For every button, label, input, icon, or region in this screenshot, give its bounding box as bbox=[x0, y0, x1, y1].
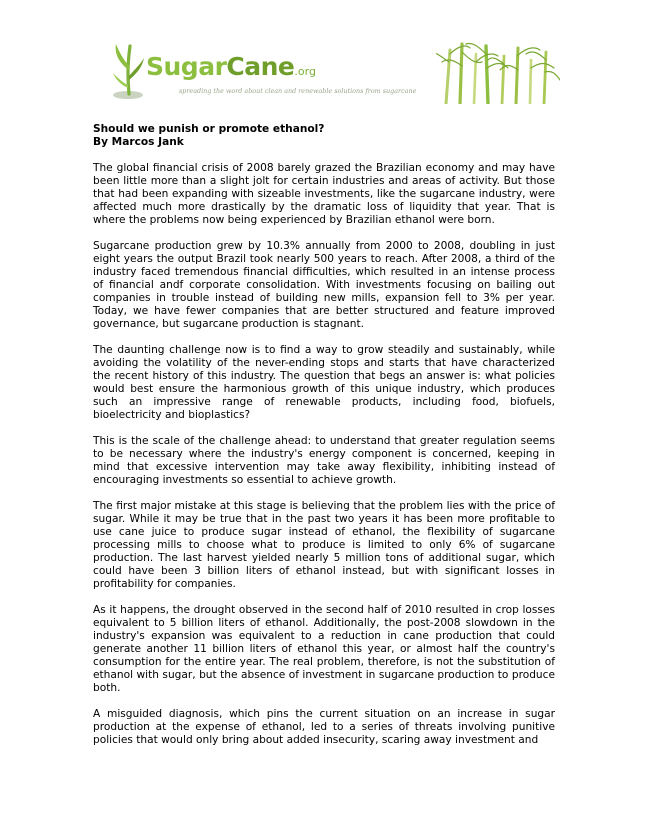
sugarcane-stalks-illustration bbox=[436, 42, 560, 104]
brand-part-cane: Cane bbox=[226, 52, 295, 81]
brand-part-sugar: Sugar bbox=[146, 52, 227, 81]
article-byline: By Marcos Jank bbox=[93, 136, 184, 148]
article bbox=[93, 123, 555, 760]
sugarcane-sprout-logo-icon bbox=[108, 40, 148, 102]
brand-name bbox=[146, 52, 316, 81]
brand-suffix: .org bbox=[294, 65, 316, 78]
article-title: Should we punish or promote ethanol? bbox=[93, 123, 325, 135]
article-paragraph: The daunting challenge now is to find a way to grow steadily and sustainably, while avoiding the volatility of the never-ending stops and starts that have characterized the recent history of this industry. The question that begs an answer is: what policies would best ensure the harmonious growth of this unique industry, which produces such an impressive range of renewable products, including food, biofuels, bioelectricity and bioplastics? bbox=[93, 344, 555, 421]
article-paragraph: The first major mistake at this stage is believing that the problem lies with the price of sugar. While it may be true that in the past two years it has been more profitable to use cane juice to produce sugar instead of ethanol, the flexibility of sugarcane processing mills to choose what to produce is limited to only 6% of sugarcane production. The last harvest yielded nearly 5 million tons of additional sugar, which could have been 3 billion liters of ethanol instead, but with significant losses in profitability for companies. bbox=[93, 500, 555, 590]
site-logo[interactable] bbox=[108, 40, 438, 100]
site-tagline: spreading the word about clean and renewable solutions from sugarcane bbox=[179, 87, 417, 95]
article-paragraph: A misguided diagnosis, which pins the current situation on an increase in sugar production at the expense of ethanol, led to a series of threats involving punitive policies that would only bring about added insecurity, scaring away investment and bbox=[93, 708, 555, 746]
article-paragraph: As it happens, the drought observed in the second half of 2010 resulted in crop losses equivalent to 5 billion liters of ethanol. Additionally, the post-2008 slowdown in the industry's expansion was equivalent to a reduction in cane production that could generate another 11 billion liters of ethanol this year, or almost half the country's consumption for the entire year. The real problem, therefore, is not the substitution of ethanol with sugar, but the absence of investment in sugarcane production to produce both. bbox=[93, 604, 555, 694]
article-paragraph: The global financial crisis of 2008 barely grazed the Brazilian economy and may have been little more than a slight jolt for certain industries and areas of activity. But those that had been expanding with sizeable investments, like the sugarcane industry, were affected much more drastically by the dramatic loss of liquidity that year. That is where the problems now being experienced by Brazilian ethanol were born. bbox=[93, 162, 555, 226]
article-paragraph: This is the scale of the challenge ahead: to understand that greater regulation seems to be necessary where the industry's energy component is concerned, keeping in mind that excessive intervention may take away flexibility, inhibiting instead of encouraging investments so essential to achieve growth. bbox=[93, 435, 555, 486]
article-paragraph: Sugarcane production grew by 10.3% annually from 2000 to 2008, doubling in just eight years the output Brazil took nearly 500 years to reach. After 2008, a third of the industry faced tremendous financial difficulties, which resulted in an intense process of financial andf corporate consolidation. With investments focusing on bailing out companies in trouble instead of building new mills, expansion fell to 3% per year. Today, we have fewer companies that are better structured and feature improved governance, but sugarcane production is stagnant. bbox=[93, 240, 555, 330]
